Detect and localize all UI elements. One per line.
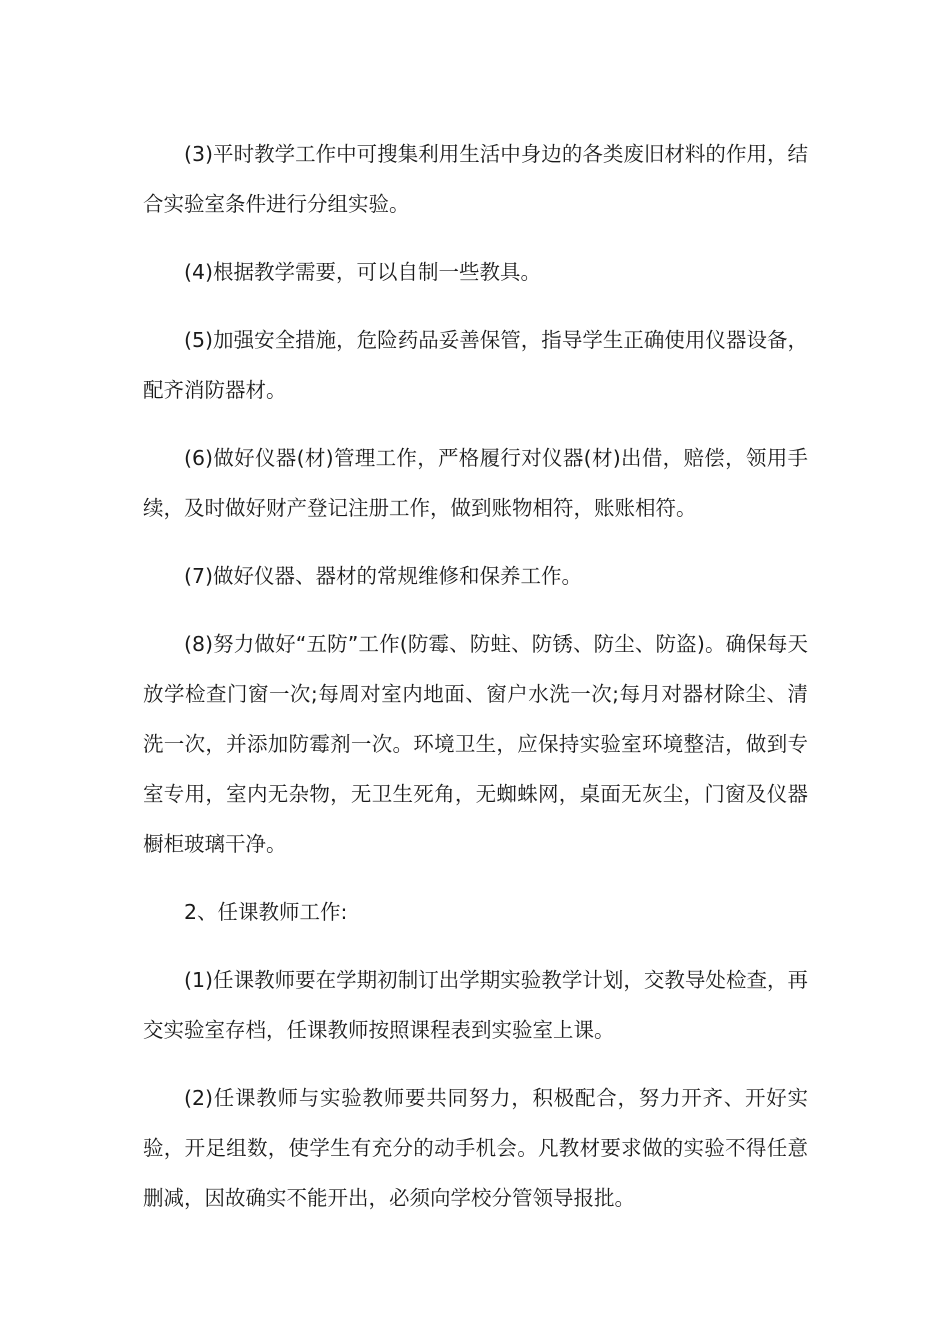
paragraph-item-7: (7)做好仪器、器材的常规维修和保养工作。 bbox=[184, 564, 583, 588]
paragraph-item-5: (5)加强安全措施，危险药品妥善保管，指导学生正确使用仪器设备，配齐消防器材。 bbox=[143, 328, 808, 402]
paragraph-item-3: (3)平时教学工作中可搜集利用生活中身边的各类废旧材料的作用，结合实验室条件进行分组实验。 bbox=[143, 142, 808, 216]
paragraph-item-6: (6)做好仪器(材)管理工作，严格履行对仪器(材)出借，赔偿，领用手续，及时做好财产登记注册工作，做到账物相符，账账相符。 bbox=[143, 446, 808, 520]
paragraph-teacher-2: (2)任课教师与实验教师要共同努力，积极配合，努力开齐、开好实验，开足组数，使学生有充分的动手机会。凡教材要求做的实验不得任意删减，因故确实不能开出，必须向学校分管领导报批。 bbox=[143, 1086, 808, 1210]
paragraph-item-8: (8)努力做好“五防”工作(防霉、防蛀、防锈、防尘、防盗)。确保每天放学检查门窗一次;每周对室内地面、窗户水洗一次;每月对器材除尘、清洗一次，并添加防霉剂一次。环境卫生，应保持实验室环境整洁，做到专室专用，室内无杂物，无卫生死角，无蜘蛛网，桌面无灰尘，门窗及仪器橱柜玻璃干净。 bbox=[143, 632, 808, 856]
document-body bbox=[143, 129, 808, 1223]
section-heading: 2、任课教师工作: bbox=[184, 900, 348, 924]
paragraph-teacher-1: (1)任课教师要在学期初制订出学期实验教学计划，交教导处检查，再交实验室存档，任课教师按照课程表到实验室上课。 bbox=[143, 968, 808, 1042]
paragraph-item-4: (4)根据教学需要，可以自制一些教具。 bbox=[184, 260, 542, 284]
